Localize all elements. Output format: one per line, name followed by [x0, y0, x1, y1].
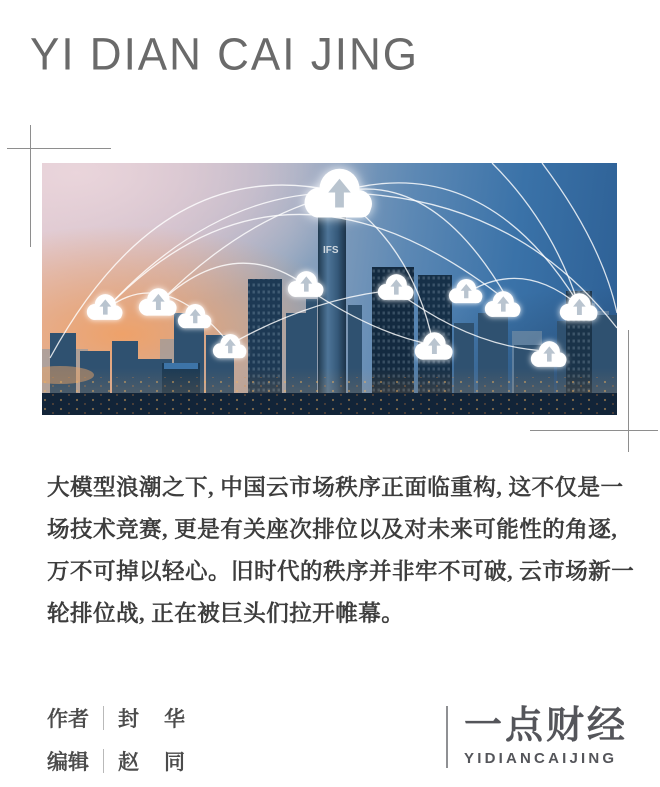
hero-illustration	[42, 163, 617, 415]
cloud-upload-icon	[305, 169, 373, 218]
city-base	[42, 366, 617, 415]
separator-line	[103, 706, 104, 730]
paragraph-line: 轮排位战, 正在被巨头们拉开帷幕。	[47, 601, 405, 626]
logo-divider-line	[446, 706, 448, 768]
paragraph-line: 大模型浪潮之下, 中国云市场秩序正面临重构, 这不仅是一	[47, 475, 624, 500]
author-name: 封 华	[118, 707, 187, 731]
cloud-upload-icon	[449, 279, 482, 303]
logo-cn-text: 一点财经	[464, 705, 629, 747]
credits-block	[47, 704, 187, 775]
author-row	[47, 704, 187, 732]
tower-label: IFS	[323, 245, 339, 256]
cloud-upload-icon	[485, 291, 521, 317]
logo-en-text: YIDIANCAIJING	[464, 750, 618, 767]
editor-row	[47, 747, 187, 775]
separator-line	[103, 749, 104, 773]
author-label: 作者	[47, 707, 89, 731]
article-paragraph	[47, 467, 635, 635]
cloud-upload-icon	[178, 304, 211, 328]
paragraph-line: 万不可掉以轻心。旧时代的秩序并非牢不可破, 云市场新一	[47, 559, 635, 584]
editor-name: 赵 同	[118, 750, 187, 774]
crop-mark-vertical-line	[30, 125, 31, 247]
crop-mark-horizontal-line	[7, 148, 111, 149]
crop-mark-horizontal-line	[530, 430, 658, 431]
hero-image	[42, 163, 617, 415]
crop-mark-vertical-line	[628, 330, 629, 452]
editor-label: 编辑	[47, 750, 89, 774]
brand-wordmark: YI DIAN CAI JING	[30, 29, 419, 80]
publisher-logo	[446, 704, 628, 768]
paragraph-line: 场技术竞赛, 更是有关座次排位以及对未来可能性的角逐,	[47, 517, 618, 542]
